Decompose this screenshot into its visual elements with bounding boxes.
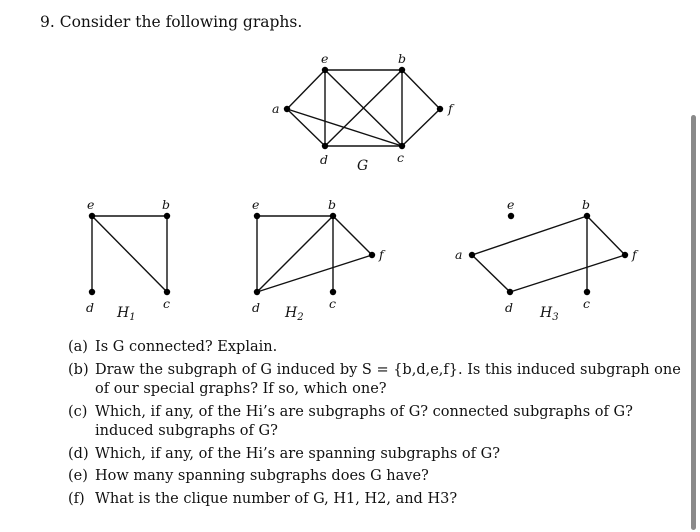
graph-G-name: G xyxy=(357,158,369,174)
question-text: Which, if any, of the Hi’s are spanning subgraphs of G? xyxy=(95,445,500,462)
vertex-H2-c xyxy=(330,289,336,295)
vertex-G-e xyxy=(322,67,328,73)
question-label: (a) xyxy=(68,339,88,355)
edge-H2-d-f xyxy=(257,255,372,292)
edge-H3-d-f xyxy=(510,255,625,292)
label-G-a: a xyxy=(272,101,280,116)
label-H3-a: a xyxy=(455,247,463,262)
vertex-H2-b xyxy=(330,213,336,219)
question-a xyxy=(68,338,683,358)
question-e xyxy=(68,467,683,487)
edge-H3-a-b xyxy=(472,216,587,255)
question-c xyxy=(68,403,683,442)
graph-G-edges xyxy=(287,70,440,146)
label-H2-b: b xyxy=(328,197,337,212)
label-H2-c: c xyxy=(329,296,337,311)
label-H3-e: e xyxy=(507,197,515,212)
graph-H2-name: $H_2$ xyxy=(285,305,304,323)
question-label: (e) xyxy=(68,468,88,484)
label-G-c: c xyxy=(397,150,405,165)
label-H1-b: b xyxy=(162,197,171,212)
vertex-H1-c xyxy=(164,289,170,295)
vertex-H1-d xyxy=(89,289,95,295)
question-text: How many spanning subgraphs does G have? xyxy=(95,468,429,484)
vertex-G-f xyxy=(437,106,443,112)
vertex-H3-f xyxy=(622,252,628,258)
graph-H3-name: $H_3$ xyxy=(540,305,559,323)
edge-H1-e-c xyxy=(92,216,167,292)
question-f xyxy=(68,490,683,510)
vertex-H2-e xyxy=(254,213,260,219)
graph-H1 xyxy=(86,197,170,323)
question-b xyxy=(68,361,683,400)
question-label: (b) xyxy=(68,361,89,378)
vertex-H3-d xyxy=(507,289,513,295)
label-H1-c: c xyxy=(163,296,171,311)
question-label: (f) xyxy=(68,490,85,507)
label-H2-e: e xyxy=(252,197,260,212)
problem-intro: Consider the following graphs. xyxy=(59,13,303,31)
label-G-d: d xyxy=(320,152,329,167)
question-text: Is G connected? Explain. xyxy=(95,339,278,355)
vertex-H1-e xyxy=(89,213,95,219)
edge-G-c-f xyxy=(402,109,440,146)
vertex-H3-a xyxy=(469,252,475,258)
graph-H1-name: $H_1$ xyxy=(117,305,136,323)
label-H2-f: f xyxy=(379,247,384,262)
label-G-f: f xyxy=(448,101,453,116)
vertex-H3-e xyxy=(508,213,514,219)
question-label: (d) xyxy=(68,445,89,462)
label-H3-d: d xyxy=(505,300,514,315)
vertex-H2-d xyxy=(254,289,260,295)
graph-H3 xyxy=(455,197,639,323)
label-H2-d: d xyxy=(252,300,261,315)
graph-G xyxy=(272,51,455,174)
edge-G-b-f xyxy=(402,70,440,109)
vertex-H1-b xyxy=(164,213,170,219)
edge-H2-d-b xyxy=(257,216,333,292)
vertex-G-d xyxy=(322,143,328,149)
question-label: (c) xyxy=(68,403,88,420)
edge-G-a-e xyxy=(287,70,325,109)
question-text: Which, if any, of the Hi’s are subgraphs of G? connected subgraphs of G? induced subgraphs of G? xyxy=(95,403,633,439)
graph-H2 xyxy=(252,197,386,323)
vertical-scrollbar[interactable] xyxy=(691,115,696,530)
vertex-G-a xyxy=(284,106,290,112)
label-H1-e: e xyxy=(87,197,95,212)
edge-H3-a-d xyxy=(472,255,510,292)
vertex-H3-c xyxy=(584,289,590,295)
vertex-H3-b xyxy=(584,213,590,219)
vertex-G-b xyxy=(399,67,405,73)
label-G-b: b xyxy=(398,51,407,66)
label-G-e: e xyxy=(321,51,329,66)
vertex-H2-f xyxy=(369,252,375,258)
edge-H3-b-f xyxy=(587,216,625,255)
question-list xyxy=(68,338,683,512)
question-text: What is the clique number of G, H1, H2, and H3? xyxy=(95,490,458,507)
label-H3-b: b xyxy=(582,197,591,212)
label-H3-f: f xyxy=(632,247,637,262)
vertex-G-c xyxy=(399,143,405,149)
problem-number: 9. xyxy=(40,13,55,31)
label-H1-d: d xyxy=(86,300,95,315)
label-H3-c: c xyxy=(583,296,591,311)
edge-H2-b-f xyxy=(333,216,372,255)
question-d xyxy=(68,445,683,465)
question-text: Draw the subgraph of G induced by S = {b,d,e,f}. Is this induced subgraph one of our special graphs? If so, which one? xyxy=(95,361,681,397)
